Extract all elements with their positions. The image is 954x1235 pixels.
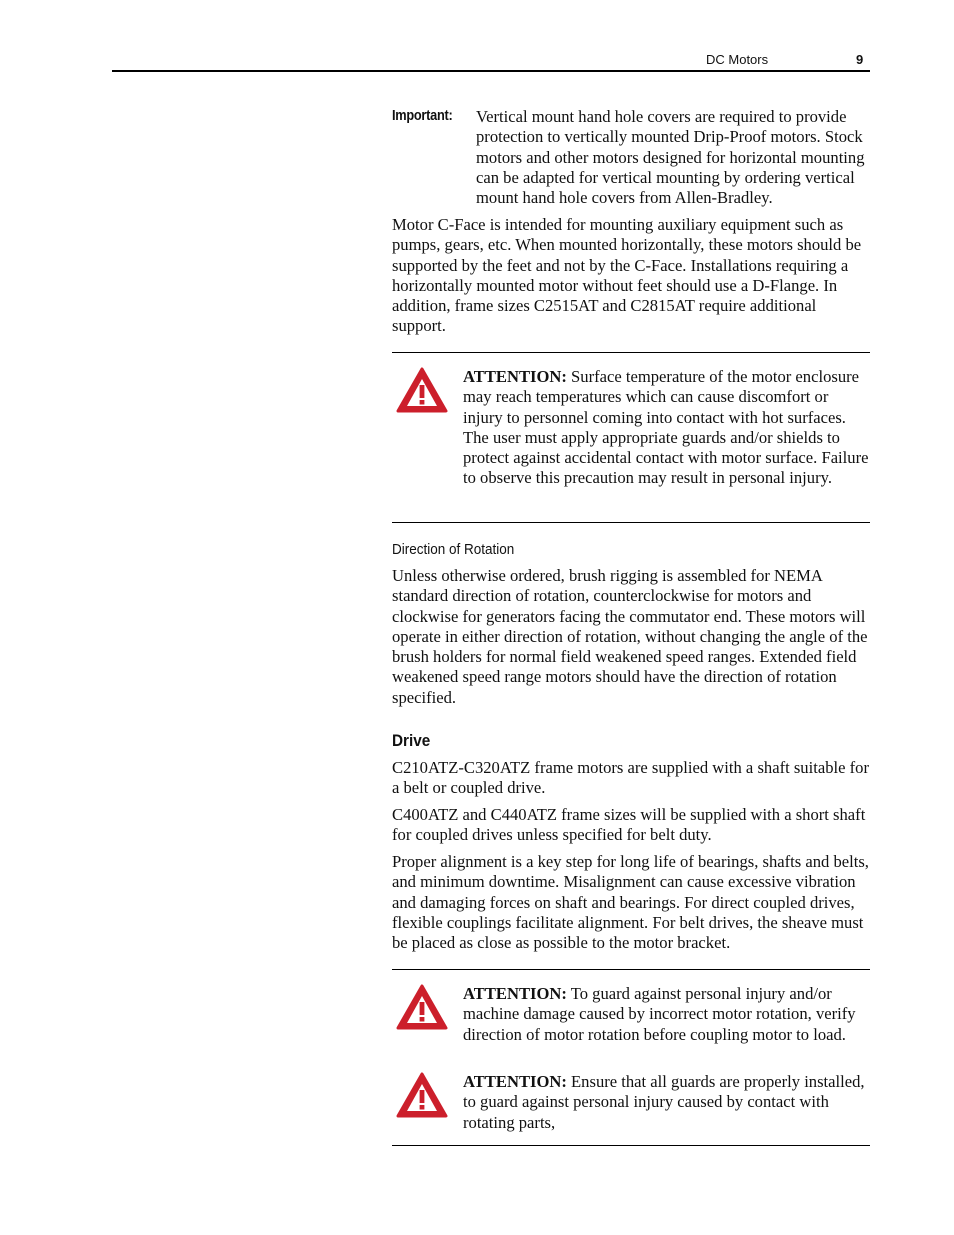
drive-block xyxy=(392,758,870,954)
attention-1-top-rule xyxy=(392,352,870,353)
attention-3-text: Ensure that all guards are properly installed, to guard against personal injury caused by contact with rotating parts, xyxy=(463,1072,865,1132)
attention-1 xyxy=(463,367,870,489)
attention-1-bottom-rule xyxy=(392,522,870,523)
attention-2-label: ATTENTION: xyxy=(463,984,567,1003)
cface-paragraph-block xyxy=(392,215,870,337)
page-number: 9 xyxy=(856,52,864,67)
warning-triangle-icon xyxy=(396,366,448,414)
attention-1-label: ATTENTION: xyxy=(463,367,567,386)
header-rule xyxy=(112,70,870,72)
attention-3-label: ATTENTION: xyxy=(463,1072,567,1091)
drive-heading: Drive xyxy=(392,731,431,750)
direction-heading: Direction of Rotation xyxy=(392,541,515,558)
important-label: Important: xyxy=(392,108,453,124)
drive-paragraph-2: C400ATZ and C440ATZ frame sizes will be supplied with a short shaft for coupled drives unless specified for belt duty. xyxy=(392,805,866,845)
attention-3 xyxy=(463,1072,870,1133)
direction-paragraph: Unless otherwise ordered, brush rigging is assembled for NEMA standard direction of rotation, counterclockwise for motors and clockwise for generators facing the commutator end. These motors will operate in either direction of rotation, without changing the angle of the brush holders for normal field weakened speed ranges. Extended field weakened speed range motors should have the direction of rotation specified. xyxy=(392,566,868,707)
drive-paragraph-1: C210ATZ-C320ATZ frame motors are supplied with a shaft suitable for a belt or coupled drive. xyxy=(392,758,869,798)
attention-2-top-rule xyxy=(392,969,870,970)
attention-2 xyxy=(463,984,870,1045)
drive-paragraph-3: Proper alignment is a key step for long life of bearings, shafts and belts, and minimum downtime. Misalignment can cause excessive vibration and damaging forces on shaft and bearings. For direct coupled drives, flexible couplings facilitate alignment. For belt drives, the sheave must be placed as close as possible to the motor bracket. xyxy=(392,852,869,953)
attention-3-bottom-rule xyxy=(392,1145,870,1146)
important-text: Vertical mount hand hole covers are required to provide protection to vertically mounted Drip-Proof motors. Stock motors and other motors designed for horizontal mounting can be adapted for vertical mounting by ordering vertical mount hand hole covers from Allen-Bradley. xyxy=(476,107,865,208)
running-header-section: DC Motors xyxy=(706,52,769,67)
warning-triangle-icon xyxy=(396,983,448,1031)
direction-block xyxy=(392,566,870,708)
attention-2-text: To guard against personal injury and/or machine damage caused by incorrect motor rotation, verify direction of motor rotation before coupling motor to load. xyxy=(463,984,856,1044)
cface-paragraph: Motor C-Face is intended for mounting auxiliary equipment such as pumps, gears, etc. When mounted horizontally, these motors should be supported by the feet and not by the C-Face. Installations requiring a horizontally mounted motor without feet should use a D-Flange. In addition, frame sizes C2515AT and C2815AT require additional support. xyxy=(392,215,862,336)
attention-1-text: Surface temperature of the motor enclosure may reach temperatures which can cause discomfort or injury to personnel coming into contact with hot surfaces. The user must apply appropriate guards and/or shields to protect against accidental contact with motor surface. Failure to observe this precaution may result in personal injury. xyxy=(463,367,869,488)
warning-triangle-icon xyxy=(396,1071,448,1119)
